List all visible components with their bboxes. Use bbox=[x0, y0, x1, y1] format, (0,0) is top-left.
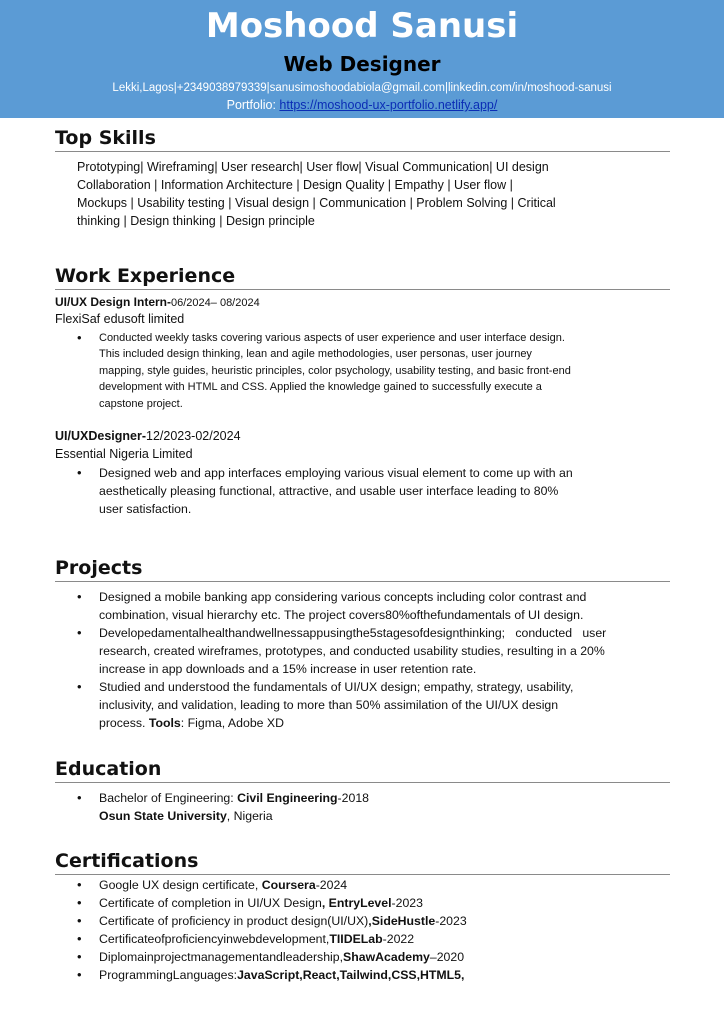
job-description bbox=[77, 464, 647, 518]
candidate-title: Web Designer bbox=[283, 52, 441, 76]
list-item: • Designed a mobile banking app considering various concepts including color contrast and combination, visual hierarchy etc. The project covers80%ofthefundamentals of UI design. bbox=[77, 588, 657, 624]
job-role: UI/UX Design Intern- bbox=[55, 295, 172, 309]
job-title bbox=[55, 294, 260, 311]
job-company: Essential Nigeria Limited bbox=[55, 447, 193, 461]
section-title-education: Education bbox=[55, 757, 670, 783]
portfolio-label: Portfolio: bbox=[226, 98, 280, 112]
list-item: • Designed web and app interfaces employing various visual element to come up with an aesthetically pleasing functional, attractive, and usable user interface leading to 80% user satisfaction. bbox=[77, 464, 647, 518]
tools-label: Tools bbox=[148, 716, 181, 730]
resume-header bbox=[0, 0, 724, 118]
section-title-certifications: Certifications bbox=[55, 849, 670, 875]
list-item: • Bachelor of Engineering: Civil Engineering-2018 Osun State University, Nigeria bbox=[77, 789, 637, 825]
list-item: • Studied and understood the fundamentals of UI/UX design; empathy, strategy, usability, inclusivity, and validation, leading to more than 50% assimilation of the UI/UX design process. Tools: Figma, Adobe XD bbox=[77, 678, 657, 732]
skills-line: Mockups | Usability testing | Visual design | Communication | Problem Solving | Critical bbox=[77, 196, 556, 210]
section-title-work: Work Experience bbox=[55, 264, 670, 290]
list-item: • Developedamentalhealthandwellnessappusingthe5stagesofdesignthinking; conducted user research, created wireframes, prototypes, and conducted usability studies, resulting in a 20% increase in app downloads and a 15% increase in user retention rate. bbox=[77, 624, 657, 678]
list-item: • Google UX design certificate, Coursera-2024 bbox=[77, 876, 657, 894]
skills-line: Prototyping| Wireframing| User research| User flow| Visual Communication| UI design bbox=[77, 160, 549, 174]
portfolio-link[interactable]: https://moshood-ux-portfolio.netlify.app/ bbox=[279, 98, 498, 112]
contact-line: Lekki,Lagos|+2349038979339|sanusimoshoodabiola@gmail.com|linkedin.com/in/moshood-sanusi bbox=[112, 82, 612, 94]
education-list bbox=[77, 789, 637, 825]
degree-field: Civil Engineering bbox=[237, 791, 338, 805]
job-description bbox=[77, 330, 647, 412]
certifications-list bbox=[77, 876, 657, 984]
job-title bbox=[55, 428, 241, 445]
candidate-name: Moshood Sanusi bbox=[205, 6, 519, 46]
skills-line: Collaboration | Information Architecture | Design Quality | Empathy | User flow | bbox=[77, 178, 513, 192]
job-company: FlexiSaf edusoft limited bbox=[55, 312, 185, 326]
list-item: • Certificate of completion in UI/UX Design, EntryLevel-2023 bbox=[77, 894, 657, 912]
projects-list bbox=[77, 588, 657, 732]
list-item: • Conducted weekly tasks covering various aspects of user experience and user interface design. This included design thinking, lean and agile methodologies, user personas, user journey mapping, style guides, heuristic principles, color psychology, usability testing, and basic front-end development with HTML and CSS. Applied the knowledge gained to successfully execute a capstone project. bbox=[77, 330, 647, 412]
list-item: • Certificateofproficiencyinwebdevelopment,TIIDELab-2022 bbox=[77, 930, 657, 948]
skills-list bbox=[77, 158, 637, 230]
job-dates: 06/2024– 08/2024 bbox=[171, 297, 260, 309]
job-dates: 12/2023-02/2024 bbox=[146, 429, 241, 443]
list-item: • Diplomainprojectmanagementandleadership,ShawAcademy–2020 bbox=[77, 948, 657, 966]
section-title-skills: Top Skills bbox=[55, 126, 670, 152]
list-item: • Certificate of proficiency in product design(UI/UX),SideHustle-2023 bbox=[77, 912, 657, 930]
school-name: Osun State University bbox=[99, 809, 227, 823]
skills-line: thinking | Design thinking | Design principle bbox=[77, 214, 315, 228]
job-role: UI/UXDesigner- bbox=[55, 429, 146, 443]
section-title-projects: Projects bbox=[55, 556, 670, 582]
portfolio-line bbox=[0, 97, 724, 114]
list-item: • ProgrammingLanguages:JavaScript,React,Tailwind,CSS,HTML5, bbox=[77, 966, 657, 984]
